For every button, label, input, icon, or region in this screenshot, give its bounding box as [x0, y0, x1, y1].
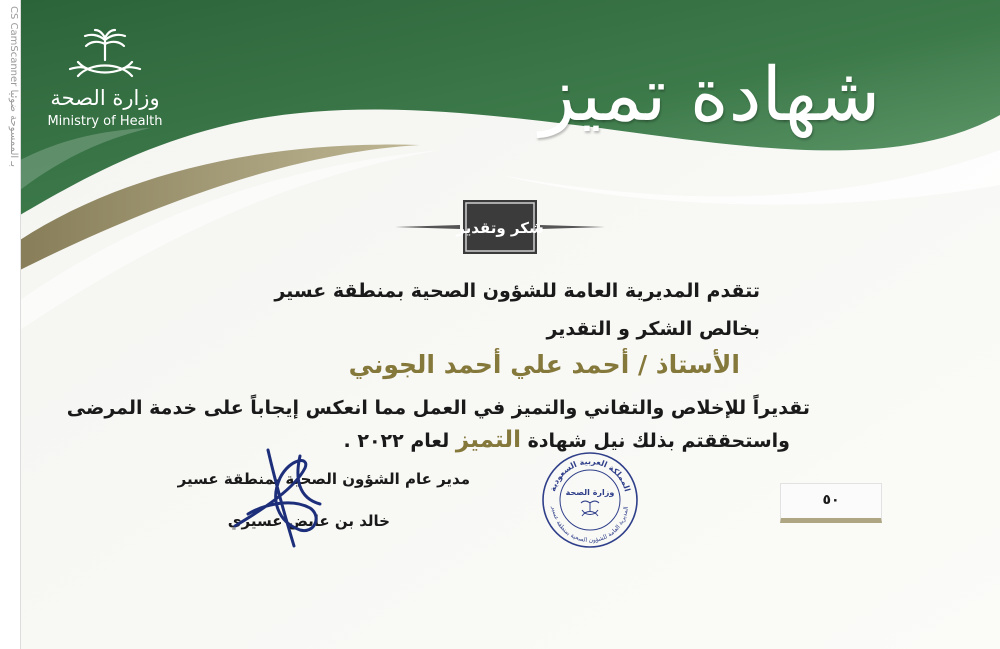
signatory-title: مدير عام الشؤون الصحية بمنطقة عسير	[177, 470, 470, 488]
ministry-name-english: Ministry of Health	[47, 114, 163, 129]
handwritten-signature	[210, 438, 340, 550]
ministry-name-arabic: وزارة الصحة	[50, 86, 160, 110]
scanner-margin	[0, 0, 21, 649]
award-highlight: التميز	[455, 427, 521, 453]
stamp-emblem-icon	[581, 501, 599, 516]
award-line-end: لعام ٢٠٢٢ .	[343, 430, 450, 452]
signatory-name: خالد بن عايض عسيري	[227, 512, 390, 530]
scanner-watermark: CS CamScanner بـ الممسوحة ضوئيا	[8, 6, 19, 168]
stamp-outer-bottom: المديرية العامة للشؤون الصحية بمنطقة عسير	[550, 506, 630, 545]
official-stamp	[540, 450, 640, 550]
recipient-name: الأستاذ / أحمد علي أحمد الجوني	[348, 350, 740, 379]
stamp-inner: وزارة الصحة	[565, 488, 615, 497]
palm-swords-emblem-icon	[40, 26, 170, 86]
ornament-text: شكر وتقدير	[456, 219, 544, 237]
stamp-outer-top: المملكة العربية السعودية	[548, 456, 632, 493]
ministry-logo	[40, 26, 170, 136]
serial-number: ٥٠	[780, 483, 882, 523]
thanks-line: بخالص الشكر و التقدير	[546, 318, 760, 340]
certificate-title: شهادة تميز	[539, 52, 881, 138]
appreciation-line: تقديراً للإخلاص والتفاني والتميز في العمل مما انعكس إيجاباً على خدمة المرضى	[66, 397, 810, 419]
presenter-line: تتقدم المديرية العامة للشؤون الصحية بمنطقة عسير	[274, 280, 760, 302]
award-line-start: واستحققتم بذلك نيل شهادة	[527, 430, 790, 452]
thanks-ornament	[395, 198, 605, 256]
